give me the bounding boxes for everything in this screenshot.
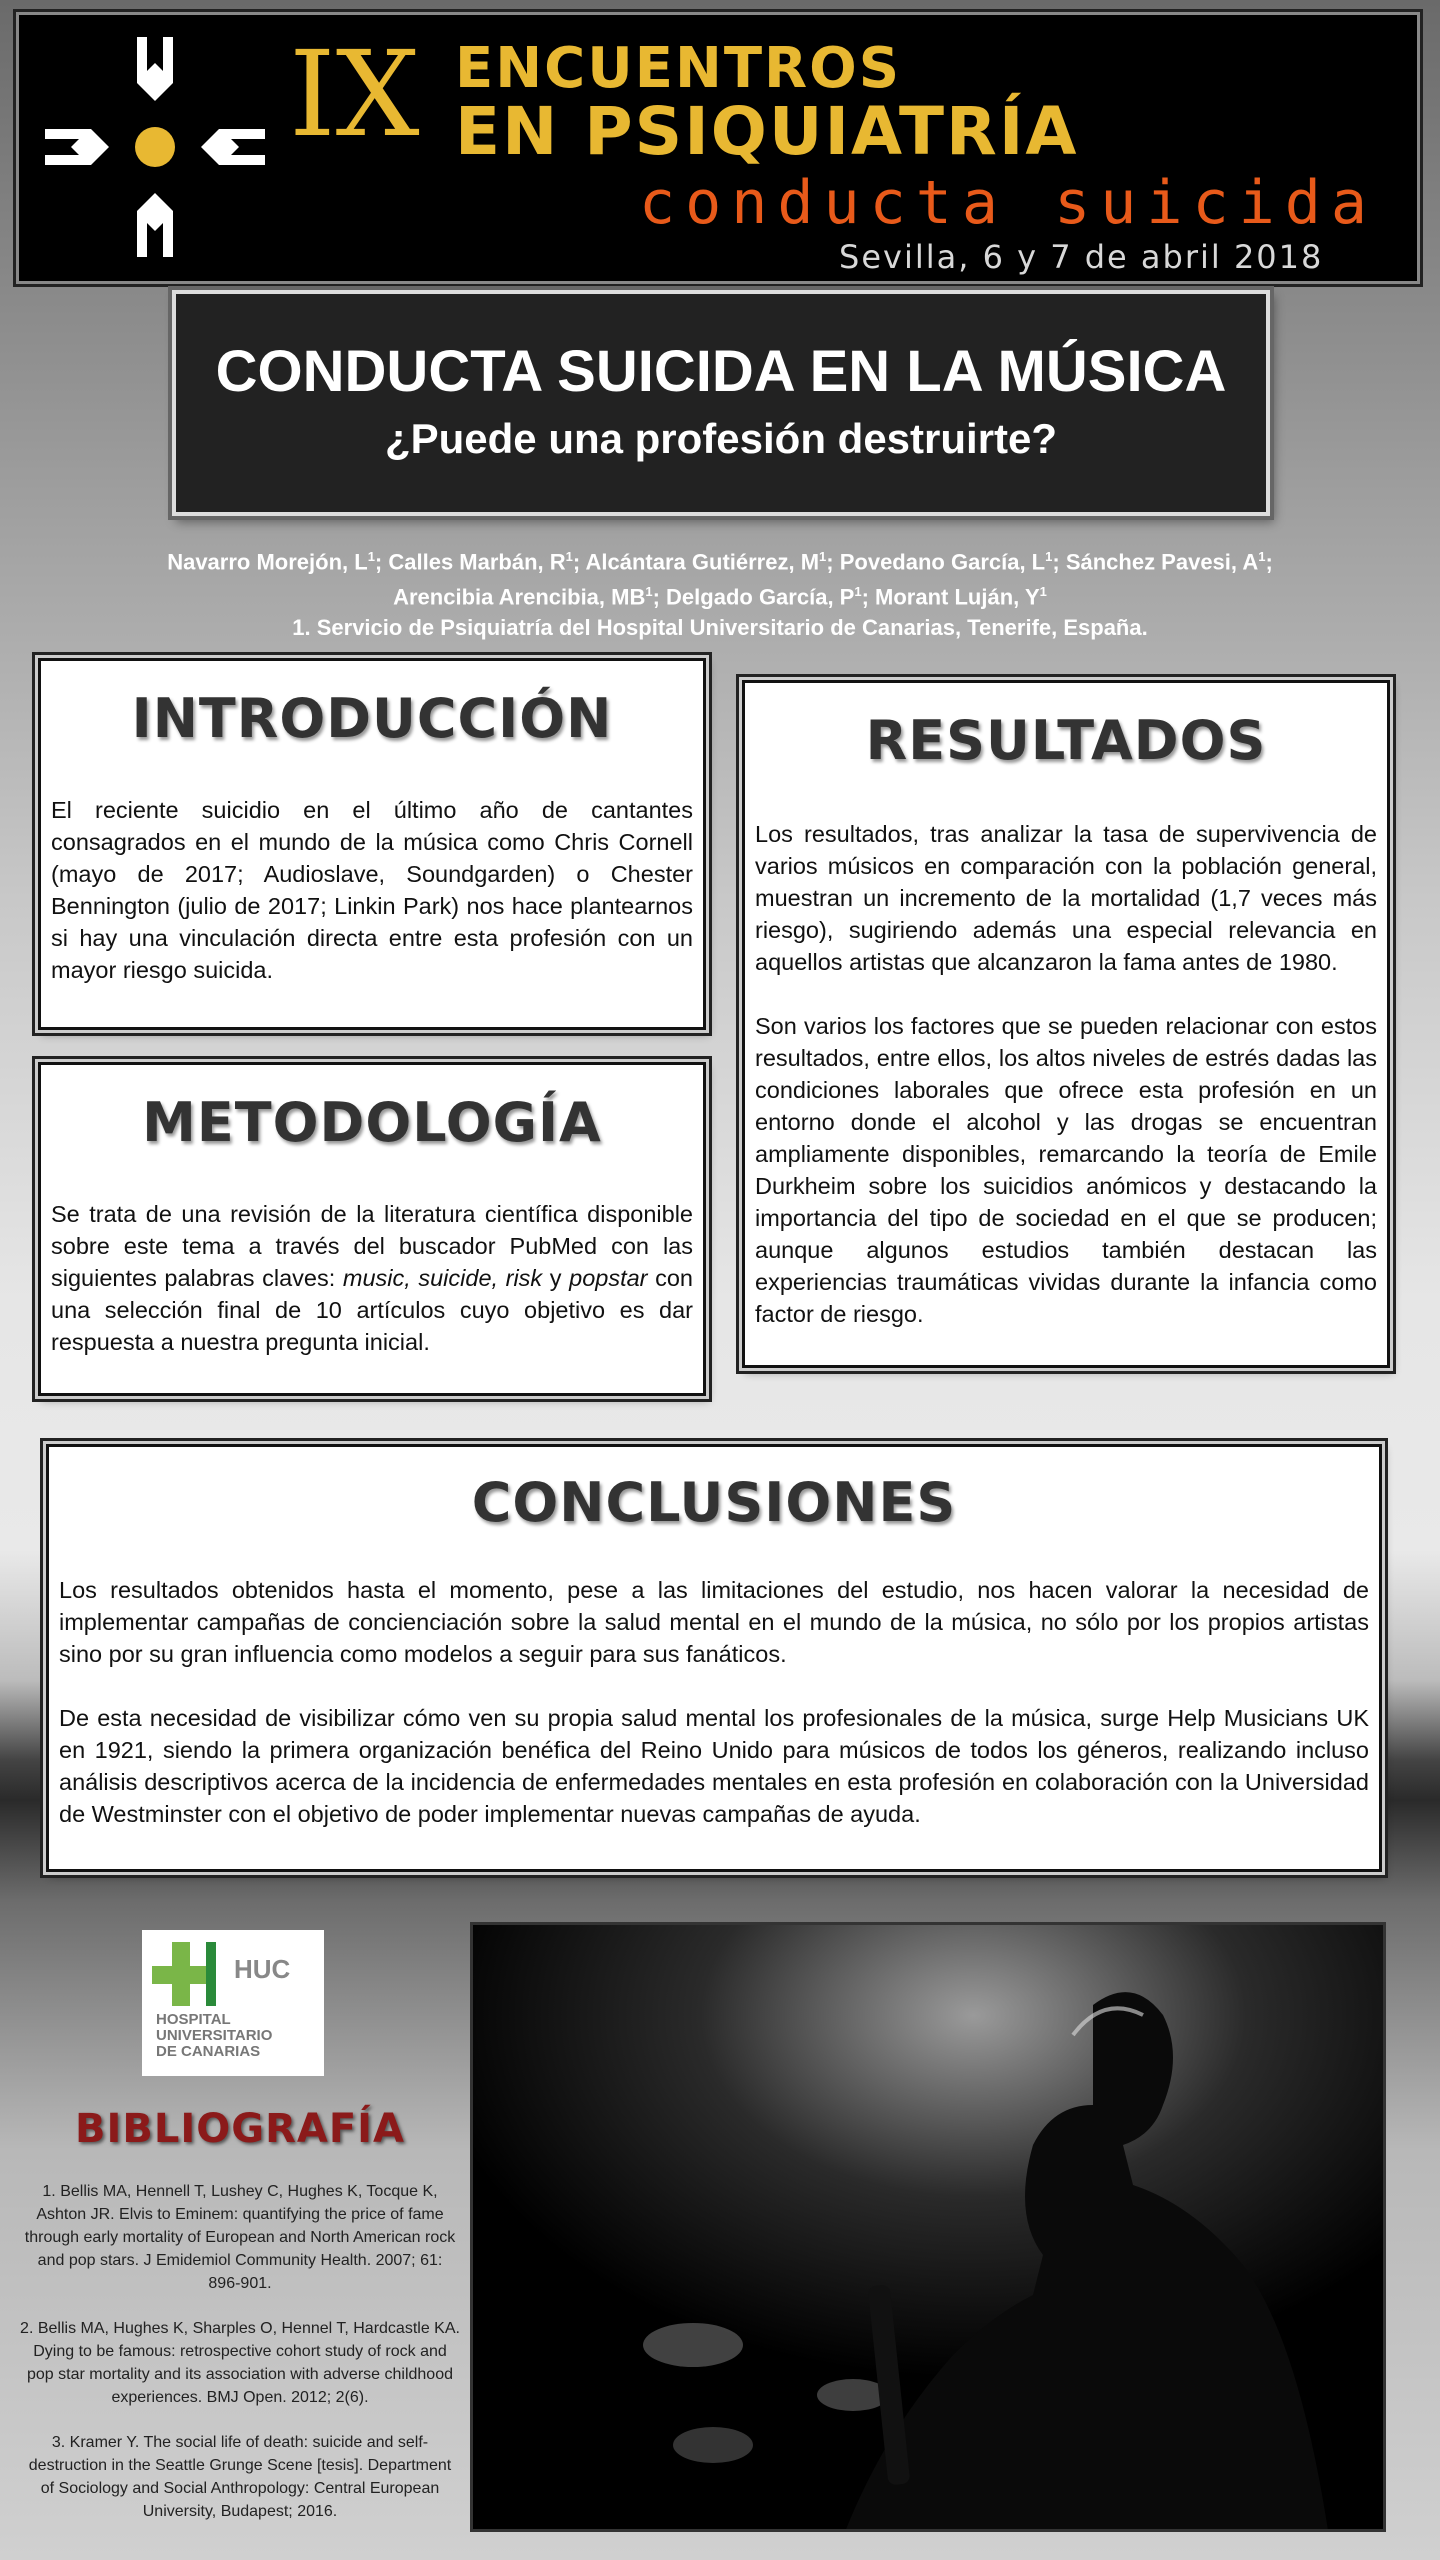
hospital-name: HOSPITAL UNIVERSITARIO DE CANARIAS [156,2011,273,2060]
bibliography-heading: BIBLIOGRAFÍA [75,2106,405,2152]
event-banner [16,12,1420,284]
reference-item: 2. Bellis MA, Hughes K, Sharples O, Hennel T, Hardcastle KA. Dying to be famous: retrospective cohort study of rock and pop star mortality and its association with adverse childhood experiences. BMJ Open. 2012; 2(6). [20,2320,460,2406]
event-name-line1: ENCUENTROS [455,36,902,101]
singer-photo [470,1922,1386,2532]
poster-title-box [172,290,1270,516]
authors-block [40,542,1400,643]
singer-silhouette-icon [473,1925,1383,2529]
methodology-panel [38,1062,706,1396]
results-panel [742,680,1390,1368]
authors-line-1: Navarro Morejón, $L^1$; Calles Marbán, $R^1$; Alcántara Gutiérrez, $M^1$; Povedano García, $L^1$; Sánchez Pavesi, $A^1$; [167,549,1273,575]
conclusions-heading: CONCLUSIONES [471,1471,957,1534]
methodology-heading: METODOLOGÍA [142,1091,602,1154]
introduction-text: El reciente suicidio en el último año de cantantes consagrados en el mundo de la música como Chris Cornell (mayo de 2017; Audioslave, Soundgarden) o Chester Bennington (julio de 2017; Linkin Park) nos hace plantearnos si hay una vinculación directa entre esta profesión con un mayor riesgo suicida. [51,797,693,983]
conclusions-panel [46,1444,1382,1872]
edition-number: IX [289,25,420,163]
event-name-line2: EN PSIQUIATRÍA [455,93,1079,170]
results-heading: RESULTADOS [865,709,1267,772]
event-topic: conducta suicida [639,168,1377,238]
reference-item: 1. Bellis MA, Hennell T, Lushey C, Hughes K, Tocque K, Ashton JR. Elvis to Eminem: quantifying the price of fame through early mortality of European and North American rock and pop stars. J Emidemiol Community Health. 2007; 61: 896-901. [24,2183,456,2292]
results-paragraph-2: Son varios los factores que se pueden relacionar con estos resultados, entre ellos, los altos niveles de estrés dadas las condiciones laborales que ofrece esta profesión en un entorno donde el alcohol y las drogas se encuentran ampliamente disponibles, remarcando la teoría de Emile Durkheim sobre los suicidios anómicos y destacando la importancia del tipo de sociedad en el que se producen; aunque algunos estudios también destacan las experiencias traumáticas vividas durante la infancia como factor de riesgo. [755,1013,1377,1327]
results-paragraph-1: Los resultados, tras analizar la tasa de supervivencia de varios músicos en comparación con la población general, muestran un incremento de la mortalidad (1,7 veces más riesgo), sugiriendo además una especial relevancia en aquellos artistas que alcanzaron la fama antes de 1980. [755,821,1377,975]
introduction-heading: INTRODUCCIÓN [131,687,613,750]
affiliation: 1. Servicio de Psiquiatría del Hospital Universitario de Canarias, Tenerife, España. [292,614,1148,640]
methodology-text: Se trata de una revisión de la literatura científica disponible sobre este tema a través del buscador PubMed con las siguientes palabras claves: music, suicide, risk y popstar con una selección final de 10 artículos cuyo objetivo es dar respuesta a nuestra pregunta inicial. [51,1201,693,1355]
conclusions-paragraph-2: De esta necesidad de visibilizar cómo ven su propia salud mental los profesionales de la música, surge Help Musicians UK en 1921, siendo la primera organización benéfica del Reino Unido para músicos de todos los géneros, realizando incluso análisis descriptivos acerca de la incidencia de enfermedades mentales en esta profesión en colaboración con la Universidad de Westminster con el objetivo de poder implementar nuevas campañas de ayuda. [59,1705,1369,1827]
hospital-logo [142,1930,324,2076]
poster-subtitle: ¿Puede una profesión destruirte? [384,415,1058,462]
hospital-acronym: HUC [234,1954,291,1984]
conclusions-paragraph-1: Los resultados obtenidos hasta el momento, pese a las limitaciones del estudio, nos hacen valorar la necesidad de implementar campañas de concienciación sobre la salud mental en el mundo de la música, no sólo por los propios artistas sino por su gran influencia como modelos a seguir para sus fanáticos. [59,1577,1369,1667]
event-date: Sevilla, 6 y 7 de abril 2018 [839,238,1324,276]
authors-line-2: Arencibia Arencibia, $MB^1$; Delgado García, $P^1$; Morant Luján, $Y^1$ [393,584,1047,610]
poster-title: CONDUCTA SUICIDA EN LA MÚSICA [215,339,1227,404]
introduction-panel [38,658,706,1030]
bibliography-list [20,2180,460,2545]
reference-item: 3. Kramer Y. The social life of death: suicide and self-destruction in the Seattle Grunge Scene [tesis]. Department of Sociology and Social Anthropology: Central European University, Budapest; 2016. [28,2434,452,2520]
event-logo-arrows-icon [37,29,273,265]
